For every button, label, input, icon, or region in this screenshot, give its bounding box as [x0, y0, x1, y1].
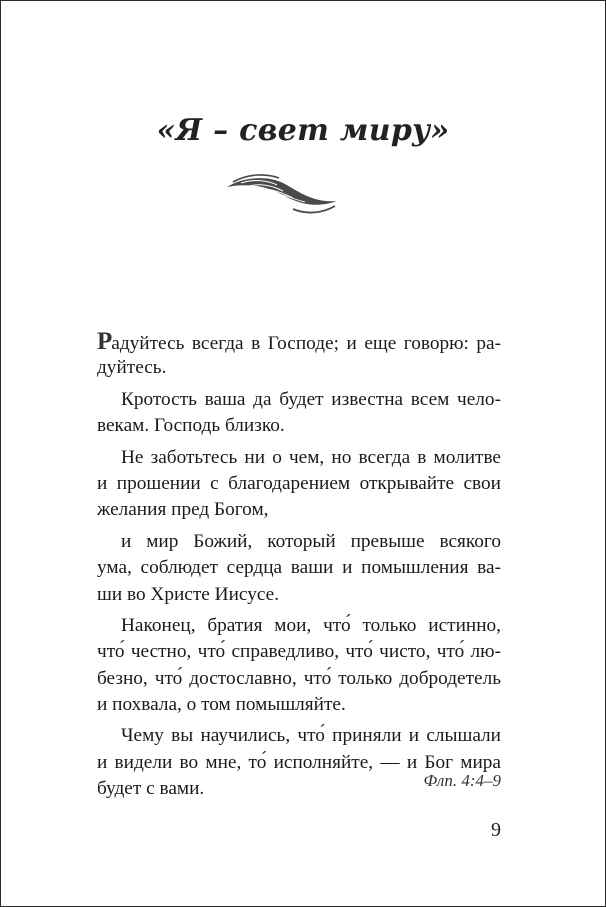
text-line: желания пред Богом, — [97, 499, 269, 521]
page-number: 9 — [491, 819, 501, 841]
swirl-ornament-icon — [223, 173, 341, 217]
text-line: ума, соблюдет сердца ваши и помышления ва- — [97, 557, 501, 579]
text-line: и мир Божий, который превыше всякого — [121, 530, 501, 552]
text-line: и прошении с благодарением открывайте свои — [97, 472, 501, 494]
text-line-rest: адуйтесь всегда в Господе; и еще говорю: ра- — [111, 333, 501, 354]
text-line: и видели во мне, то́ исполняйте, — и Бог мира — [97, 751, 501, 773]
text-line: Кротость ваша да будет известна всем чело- — [121, 388, 501, 410]
text-line: безно, что́ достославно, что́ только добродетель — [97, 667, 501, 689]
chapter-title: «Я – свет миру» — [156, 113, 450, 148]
text-line: Не заботьтесь ни о чем, но всегда в молитве — [121, 446, 501, 468]
text-line: Чему вы научились, что́ приняли и слышали — [121, 725, 501, 747]
text-line: ши во Христе Иисусе. — [97, 583, 280, 605]
text-line — [97, 329, 501, 355]
drop-cap: Р — [97, 328, 112, 355]
text-line: Наконец, братия мои, что́ только истинно, — [121, 614, 501, 636]
scripture-reference: Флп. 4:4–9 — [423, 771, 501, 790]
text-line: что́ честно, что́ справедливо, что́ чисто, что́ лю- — [97, 641, 501, 663]
text-line: и похвала, о том помышляйте. — [97, 694, 346, 716]
text-line: дуйтесь. — [97, 357, 167, 379]
scripture-text — [97, 329, 501, 803]
text-line: будет с вами. — [97, 778, 205, 800]
text-line: векам. Господь близко. — [97, 415, 285, 437]
